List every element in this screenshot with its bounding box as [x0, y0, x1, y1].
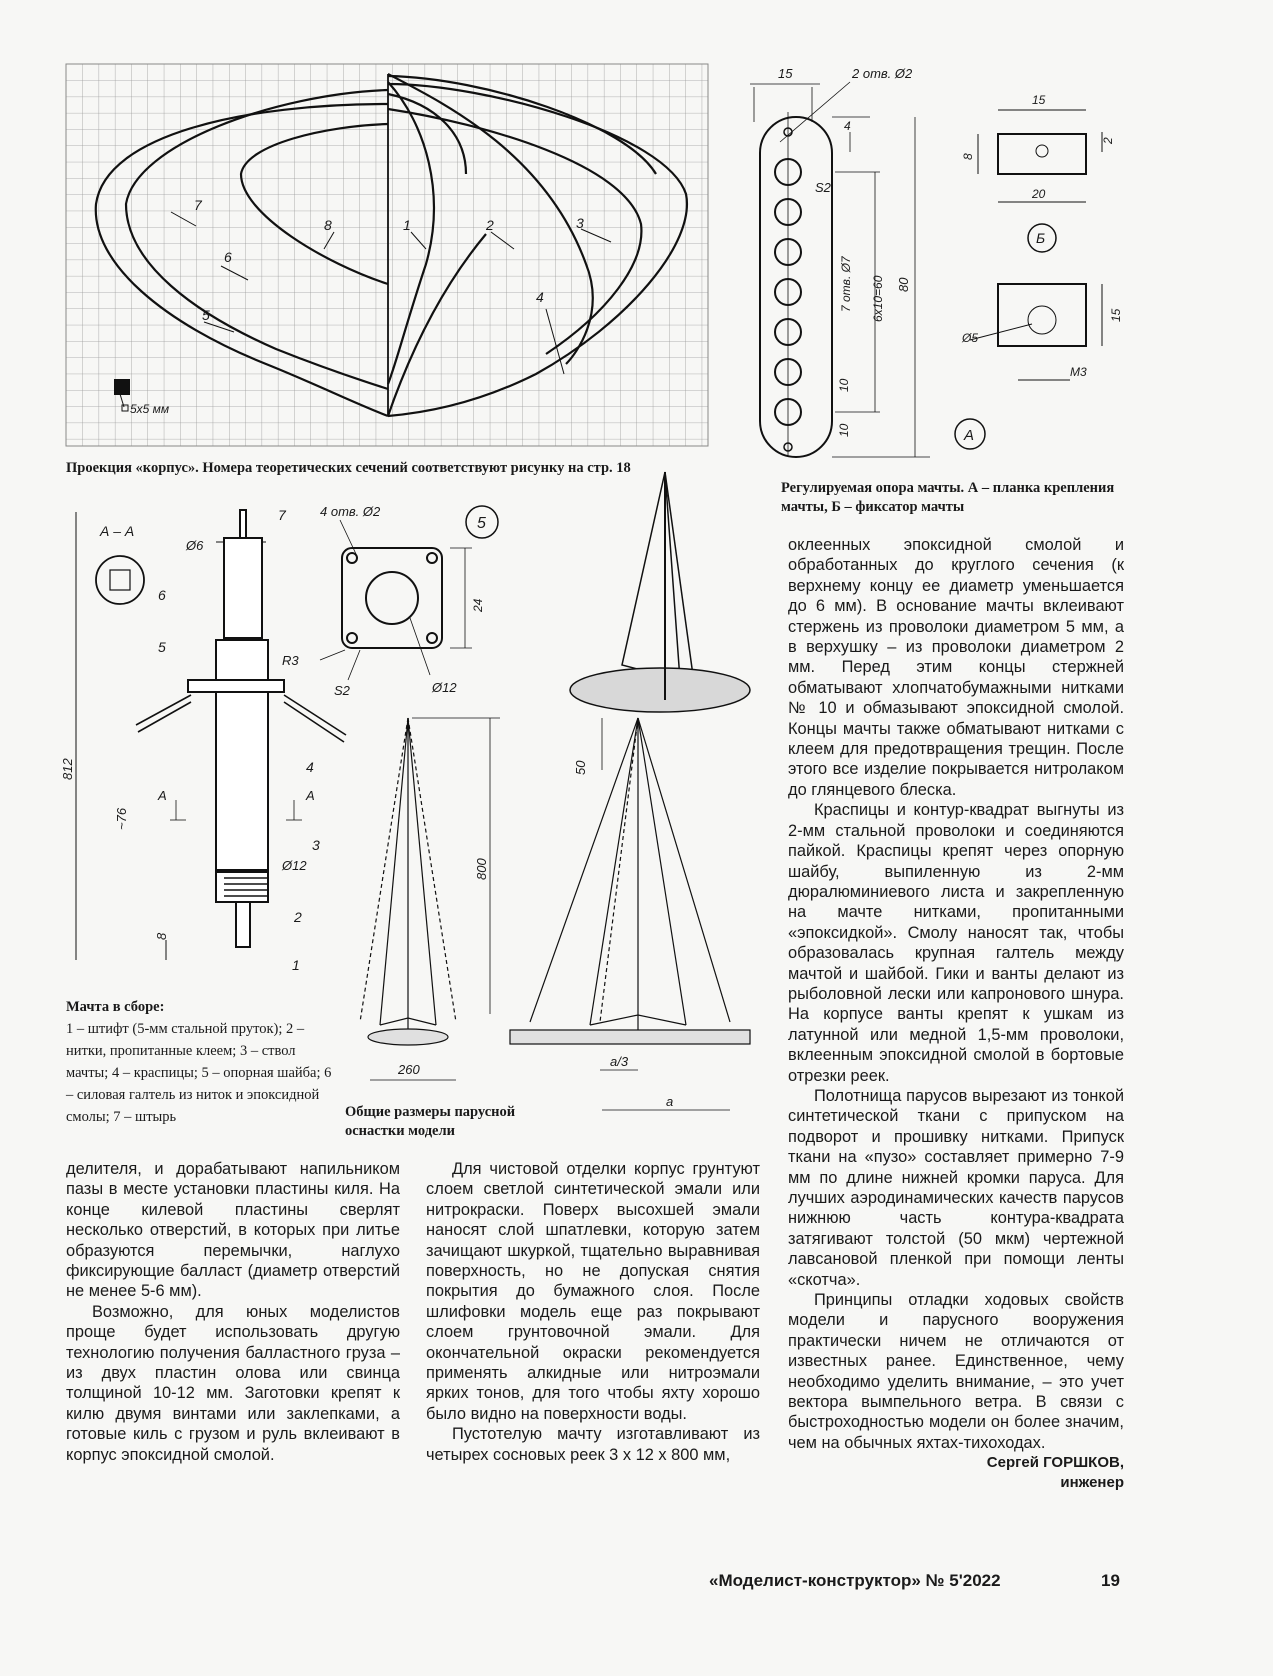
rig-dim: 260 — [398, 1062, 420, 1077]
mast-support-dim: 2 отв. Ø2 — [852, 66, 913, 81]
mast-part-label: 1 — [292, 957, 300, 973]
mast-section-label: А – А — [100, 523, 135, 539]
mast-support-dim: 20 — [1032, 187, 1046, 201]
mast-support-dim: 10 — [837, 378, 851, 392]
text-column-1 — [66, 1159, 400, 1465]
washer-dim: R3 — [282, 653, 299, 668]
hull-section-label: 5 — [202, 307, 210, 323]
mast-part-label: 4 — [306, 759, 314, 775]
mast-legend — [66, 996, 336, 1128]
footer-page-number: 19 — [1101, 1571, 1120, 1590]
mast-support-view-b: Б — [1036, 230, 1046, 246]
mast-support-dim: S2 — [815, 180, 831, 195]
mast-section-arrow: А — [306, 788, 315, 803]
rig-dim: 800 — [474, 858, 489, 880]
hull-section-label: 8 — [324, 217, 332, 233]
paragraph: Пустотелую мачту изготавливают из четырех сосновых реек 3 х 12 х 800 мм, — [426, 1425, 760, 1464]
paragraph: оклеенных эпоксидной смолой и обработанных до круглого сечения (к верхнему концу ее диаметр уменьшается до 6 мм). В основание мачты вклеивают стержень из проволоки диаметром 5 мм, а в верхушку – из проволоки диаметром 2 мм. Перед этим концы стержней обматывают хлопчатобумажными нитками № 10 и обмазывают эпоксидной смолой. Концы мачты также обматывают нитками с клеем для предотвращения трещин. После этого все изделие покрывается нитролаком до глянцевого блеска. — [788, 536, 1124, 799]
paragraph: Принципы отладки ходовых свойств модели и парусного вооружения практически ничем не отличаются от известных ранее. Единственное, чему необходимо уделить внимание, – это учет вектора вымпельного ветра. В связи с быстроходностью модели он более значим, чем на обычных яхтах-тихоходах. — [788, 1291, 1124, 1452]
mast-support-dim: 10 — [837, 423, 851, 437]
mast-section-arrow: А — [158, 788, 167, 803]
mast-dim: Ø6 — [186, 538, 204, 553]
mast-support-view-a: А — [964, 427, 975, 444]
text-column-2 — [426, 1159, 760, 1465]
washer-dim: 4 отв. Ø2 — [320, 504, 381, 519]
mast-support-dim: M3 — [1070, 365, 1087, 379]
paragraph: Возможно, для юных моделистов проще будет использовать другую технологию получения балластного груза – из двух пластин олова или свинца толщиной 10-12 мм. Заготовки крепят к килю двумя винтами или заклепками, а готовые киль с грузом и руль вклеивают в корпус эпоксидной смолой. — [66, 1302, 400, 1464]
mast-dim: 8 — [154, 932, 169, 940]
hull-section-label: 1 — [403, 217, 411, 233]
mast-support-dim: Ø5 — [962, 331, 979, 345]
author-role: инженер — [1060, 1474, 1124, 1492]
rig-dim: a — [666, 1094, 674, 1109]
author-name: Сергей ГОРШКОВ, — [986, 1454, 1124, 1472]
rig-drawing — [340, 470, 780, 1109]
paragraph: Краспицы и контур-квадрат выгнуты из 2-мм стальной проволоки и соединяются пайкой. Краспицы крепят через опорную шайбу, выпиленную из 2-мм дюралюминиевого листа и закрепленную на мачте нитками, пропитанными «эпоксидкой». Смолу наносят так, чтобы образовалась крупная галтель между мачтой и шайбой. Гики и ванты делают из рыболовной лески или капронового шнура. На корпусе ванты крепят к ушкам из латунной или медной 1,5-мм проволоки, вклеенным эпоксидной смолой в бортовые отрезки реек. — [788, 801, 1124, 1085]
washer-dim: Ø12 — [432, 680, 457, 695]
mast-part-label: 7 — [278, 507, 286, 523]
mast-part-label: 3 — [312, 837, 320, 853]
paragraph: Полотнища парусов вырезают из тонкой синтетической ткани с припуском на подворот и прошивку нитками. Припуск ткани на «пузо» составляет примерно 7-9 мм по длине нижней кромки паруса. Для лучших аэродинамических качеств парусов нижнюю часть контура-квадрата затягивают толстой (50 мкм) чертежной лавсановой пленкой при помощи ленты «скотча». — [788, 1086, 1124, 1289]
mast-dim: 812 — [60, 758, 75, 780]
mast-dim: ~76 — [114, 807, 129, 830]
mast-support-dim: 4 — [844, 119, 851, 133]
text-column-3 — [788, 535, 1124, 1493]
mast-support-dim: 2 — [1101, 137, 1115, 144]
mast-dim: Ø12 — [282, 858, 307, 873]
mast-support-dim: 7 отв. Ø7 — [839, 256, 853, 312]
mast-support-dim: 15 — [1032, 93, 1046, 107]
rig-dim: 50 — [573, 760, 588, 775]
hull-caption: Проекция «корпус». Номера теоретических сечений соответствуют рисунку на стр. 18 — [66, 460, 631, 476]
mast-support-dim: 6x10=60 — [871, 275, 885, 322]
mast-legend-text: 1 – штифт (5-мм стальной пруток); 2 – нитки, пропитанные клеем; 3 – ствол мачты; 4 – краспицы; 5 – опорная шайба; 6 – силовая галтель из ниток и эпоксидной смолы; 7 – штырь — [66, 1021, 332, 1125]
hull-scale-label: 5x5 мм — [130, 402, 170, 416]
rig-dim: a/3 — [610, 1054, 629, 1069]
rig-caption: Общие размеры парусной оснастки модели — [345, 1104, 516, 1139]
washer-dim: 24 — [471, 598, 485, 612]
mast-legend-title: Мачта в сборе: — [66, 999, 165, 1015]
hull-section-label: 3 — [576, 215, 584, 231]
hull-section-label: 7 — [194, 197, 202, 213]
paragraph: Для чистовой отделки корпус грунтуют слоем светлой синтетической эмали или нитрокраски. Поверх высохшей эмали наносят слой шпатлевки, которую затем зачищают шкуркой, тщательно выравнивая поверхность, но не допуская снятия покрытия до бумажного слоя. После шлифовки модель еще раз покрывают слоем грунтовочной эмали. Для окончательной окраски рекомендуется применять алкидные или нитроэмали ярких тонов, для того чтобы яхту хорошо было видно на поверхности воды. — [426, 1160, 760, 1423]
washer-number: 5 — [477, 515, 486, 532]
hull-section-label: 4 — [536, 289, 544, 305]
footer-magazine: «Моделист-конструктор» № 5'2022 — [709, 1571, 1001, 1590]
paragraph: делителя, и дорабатывают напильником пазы в месте установки пластины киля. На конце килевой пластины сверлят несколько отверстий, в которых при литье образуются перемычки, наглухо фиксирующие балласт (диаметр отверстий не менее 5-6 мм). — [66, 1160, 400, 1301]
mast-support-drawing — [740, 62, 1140, 462]
mast-support-dim: 8 — [961, 153, 975, 160]
mast-support-dim: 80 — [896, 277, 911, 292]
mast-part-label: 6 — [158, 587, 166, 603]
washer-dim: S2 — [334, 683, 350, 698]
hull-section-label: 2 — [486, 217, 494, 233]
hull-section-label: 6 — [224, 249, 232, 265]
mast-part-label: 5 — [158, 639, 166, 655]
hull-body-plan-drawing — [66, 64, 708, 446]
mast-support-dim: 15 — [778, 66, 793, 81]
mast-support-caption: Регулируемая опора мачты. А – планка крепления мачты, Б – фиксатор мачты — [781, 480, 1115, 515]
mast-support-dim: 15 — [1109, 308, 1123, 322]
mast-part-label: 2 — [294, 909, 302, 925]
